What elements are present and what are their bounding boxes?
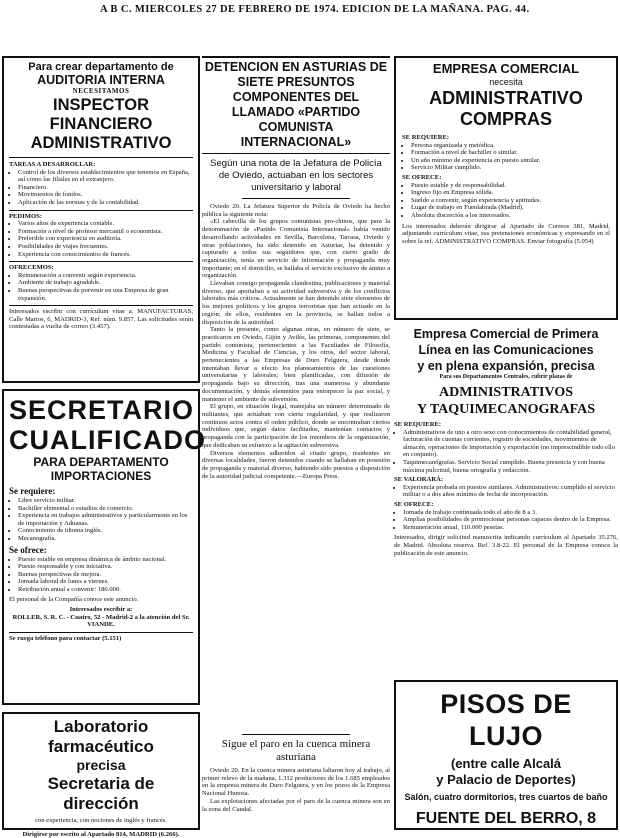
ad-auditoria-tareas-head: TAREAS A DESARROLLAR: <box>9 161 96 168</box>
list-item: • Amplias posibilidades de promocionar personas capaces dentro de la Empresa. <box>403 516 618 524</box>
list-item: • Posibilidades de viajes frecuentes. <box>18 243 193 251</box>
column-left <box>2 56 206 838</box>
article-paragraph: El grupo, en situación ilegal, manejaba un número determinado de militantes, que actuaban con cierta regularidad, y que realizaron continuos actos contra el orden público, donde se encontraban ciertos individuos que, según datos facilitados, mantenían contactos y propaganda con la participación de los miembros de la organización, que dedicaban su esfuerzo a la agitación subversiva. <box>202 403 390 449</box>
list-item: • Buenas perspectivas de mejora. <box>18 571 193 579</box>
article-asturias-headline-box <box>202 56 390 154</box>
ad-empresa-ofrece-head: SE OFRECE: <box>402 173 442 181</box>
ad-linea-requiere-head: SE REQUIERE: <box>394 421 442 428</box>
list-item: • Control de los diversos establecimientos que tenemos en España, así como las filiales en el extranjero. <box>18 169 193 184</box>
list-item: • Preferible con experiencia en auditoría. <box>18 235 193 243</box>
list-item: • Puesto estable y de responsabilidad. <box>411 182 610 190</box>
ad-empresa-title3: ADMINISTRATIVO <box>429 88 583 108</box>
ad-linea-comunicaciones <box>394 326 618 674</box>
article-paragraph: Oviedo 20. En la cuenca minera asturiana faltaron hoy al trabajo, al primer relevo de la mañana, 1.312 productores de los 1.685 empleados en la empresa minera de Duro Felguera, y en los pozos de la Empresa Nacional Hunosa. <box>202 767 390 798</box>
ad-secretario <box>2 389 206 705</box>
ad-empresa-title4: COMPRAS <box>459 109 552 129</box>
list-item: • Buenas perspectivas de porvenir en una Empresa de gran expansión. <box>18 287 193 302</box>
ad-auditoria-line2: AUDITORIA INTERNA <box>37 73 165 87</box>
ad-auditoria-title2: ADMINISTRATIVO <box>30 134 172 152</box>
ad-empresa-comercial <box>394 56 618 320</box>
ad-laboratorio-text: con experiencia, con nociones de inglés y francés. <box>34 817 167 824</box>
ad-auditoria-footer: Interesados escribir con currículum vitae a: MANUFACTURAS, Calle Martos, 6, MADRID-3, Ref. núm. 9.857. Las solicitudes serán contestadas a vuelta de correo (3.457). <box>9 308 193 331</box>
list-item: • Formación a nivel de profesor mercantil o economista. <box>18 228 193 236</box>
ad-laboratorio <box>2 712 200 838</box>
ad-secretario-contact: ROLLER, S. R. C. - Cuatro, 52 - Madrid-2 a la atención del Sr. VIANDE. <box>12 613 190 629</box>
list-item: • Retribución anual a convenir: 180.000. <box>18 586 193 594</box>
ad-linea-valora-head: SE VALORARÁ: <box>394 476 444 484</box>
ad-linea-title1: ADMINISTRATIVOS <box>438 385 574 400</box>
ad-pisos-line3: Salón, cuatro dormitorios, tres cuartos de baño <box>404 792 608 802</box>
list-item: • Remuneración a convenir según experiencia. <box>18 272 193 280</box>
list-item: • Sueldo a convenir, según experiencia y aptitudes. <box>411 197 610 205</box>
ad-linea-title2: Y TAQUIMECANOGRAFAS <box>417 402 595 417</box>
ad-empresa-title1: EMPRESA COMERCIAL <box>432 61 580 76</box>
list-item: • Mecanografía. <box>18 535 193 543</box>
list-item: • Taquimecanógrafas. Servicio Social cumplido. Buena presencia y con buena máxima pulcritud, buena ortografía y redacción. <box>403 459 618 474</box>
ad-laboratorio-line3: Secretaria de dirección <box>47 774 155 813</box>
list-item: • Puesto estable en empresa dinámica de ámbito nacional. <box>18 556 193 564</box>
article-paragraph: «El cabecilla de los grupos comunistas pro-chinos, que para la denominación de «Partido Comunista Internacional» había venido desarrollando actividades en Sevilla, Barcelona, Tarrasa, Oviedo y otras poblaciones, ha sido detenido en Asturias, ha detenido y capturado a todos sus seguidores que, con cierto grado de organización, tenía un servicio de información y propaganda muy importante; en el domicilio, se hallaba el servicio exclusivo de ánimo a organización. <box>202 218 390 280</box>
list-item: • Aplicación de las normas y de la contabilidad. <box>18 199 193 207</box>
ad-empresa-title2: necesita <box>489 77 523 87</box>
list-item: • Bachiller elemental o estudios de comercio. <box>18 505 193 513</box>
article-huelga-headline: Sigue el paro en la cuenca minera asturiana <box>221 738 371 763</box>
list-item: • Ambiente de trabajo agradable. <box>18 279 193 287</box>
ad-linea-line3: y en plena expansión, precisa <box>417 359 595 373</box>
article-huelga <box>202 734 390 813</box>
list-item: • Jornada laboral de lunes a viernes. <box>18 578 193 586</box>
ad-secretario-sub1: PARA DEPARTAMENTO <box>33 455 169 469</box>
list-item: • Experiencia probada en puestos similares. Administrativos: cumplido el servicio militar o a dos años mínimo de fecha de incorporación. <box>403 484 618 499</box>
ad-auditoria-line1: Para crear departamento de <box>28 61 174 73</box>
list-item: • Experiencia con conocimientos de francés. <box>18 251 193 259</box>
page-header: A B C. MIERCOLES 27 DE FEBRERO DE 1974. EDICION DE LA MAÑANA. PAG. 44. <box>100 4 530 15</box>
list-item: • Movimientos de fondos. <box>18 191 193 199</box>
article-paragraph: Tanto la presente, como algunas otras, en número de siete, se practicaron en Oviedo, Gijón y Avilés, las primeras, componentes del partido comunista, pertenecientes a las Facultades de Filosofía, Medicina y Facultad de Ciencias, y los otros, del sector laboral, pertenecientes a las Empresas de Duro Felguera, desde donde intentaban llevar a efecto los planteamientos de las cuestiones universitarias y laborales; bien planificadas, con difusión de propaganda bajo su dirección, tras una numerosa y abundante documentación, y demás elementos para entorpecer la paz social, y mantener el ambiente de subversión. <box>202 326 390 403</box>
article-asturias-subhead: Según una nota de la Jefatura de Policía de Oviedo, actuaban en los sectores universitario y laboral <box>210 158 382 193</box>
ad-pisos-line4: FUENTE DEL BERRO, 8 <box>415 810 597 827</box>
list-item: • Puesto responsable y con iniciativa. <box>18 563 193 571</box>
column-middle <box>202 56 390 834</box>
ad-secretario-title1: SECRETARIO <box>9 395 195 425</box>
list-item: • Jornada de trabajo continuada todo el año de 8 a 3. <box>403 509 618 517</box>
ad-secretario-sub2: IMPORTACIONES <box>50 469 152 483</box>
list-item: • Lugar de trabajo en Fuenlabrada (Madrid). <box>411 204 610 212</box>
ad-linea-line4: Para sus Departamentos Centrales, cubrir plazas de <box>439 374 573 380</box>
ad-secretario-tel: Se ruega teléfono para contactar (5.151) <box>9 632 193 643</box>
ad-empresa-footer: Los interesados deberán dirigirse al Apartado de Correos 381, Madrid, adjuntando currículum vitae, sus pretensiones económicas y expresando en el sobre la ref. ADMINISTRATIVO COMPRAS. Enviar fotografía (5.054) <box>402 222 610 245</box>
article-paragraph: Las explotaciones afectadas por el paro de la cuenca minera son en la zona del Caudal. <box>202 797 390 813</box>
list-item: • Varios años de experiencia contable. <box>18 220 193 228</box>
ad-linea-line1: Empresa Comercial de Primera <box>413 327 599 341</box>
list-item: • Remuneración anual, 110.000 pesetas. <box>403 524 618 532</box>
article-asturias-headline: DETENCION EN ASTURIAS DE SIETE PRESUNTOS COMPONENTES DEL LLAMADO «PARTIDO COMUNISTA INTERNACIONAL» <box>204 60 388 149</box>
list-item: • Financiero. <box>18 184 193 192</box>
article-paragraph: Oviedo 20. La Jefatura Superior de Policía de Oviedo ha hecho pública la siguiente nota: <box>202 203 390 218</box>
article-paragraph: Diversos elementos adheridos al citado grupo, residentes en diversas localidades, fueron detenidos cuando se hallaban en posesión de propaganda y material diverso, habiendo sido puestos a disposición de la autoridad judicial competente.—Europa Press. <box>202 449 390 480</box>
ad-secretario-requiere-head: Se requiere: <box>9 486 56 496</box>
ad-laboratorio-line1: Laboratorio farmacéutico <box>48 717 154 756</box>
list-item: • Libre servicio militar. <box>18 497 193 505</box>
ad-auditoria <box>2 56 200 383</box>
column-right <box>394 56 618 834</box>
ad-auditoria-line3: NECESITAMOS <box>72 87 130 95</box>
ad-linea-footer: Interesados, dirigir solicitud manuscrita indicando currículum al Apartado 35.276, de Madrid. Absoluta reserva. Ref. 3.8-22. El personal de la Empresa conoce la publicación de este anuncio. <box>394 534 618 557</box>
ad-empresa-requiere-head: SE REQUIERE: <box>402 134 450 141</box>
ad-secretario-title2: CUALIFICADO <box>9 425 206 455</box>
list-item: • Administrativos de uno a otro sexo con conocimientos de contabilidad general, facturación de cuentas corrientes, registro de sociedades, movimientos de almacén, operaciones de importación y exportación (no imprescindible todo ello en conjunto). <box>403 429 618 459</box>
ad-secretario-contact-lead: Interesados escribir a: <box>69 606 133 614</box>
list-item: • Conocimiento de idioma inglés. <box>18 527 193 535</box>
ad-pisos-title: PISOS DE LUJO <box>440 689 572 751</box>
ad-linea-line2: Línea en las Comunicaciones <box>418 343 594 357</box>
ad-linea-ofrece-head: SE OFRECE: <box>394 500 434 508</box>
list-item: • Absoluta discreción a los interesados. <box>411 212 610 220</box>
ad-laboratorio-footer: Dirigirse por escrito al Apartado 814, MADRID (6.266). <box>22 830 180 838</box>
ad-laboratorio-line2: precisa <box>76 757 126 773</box>
list-item: • Experiencia en trabajos administrativos y particularmente en los de importación y Aduanas. <box>18 512 193 527</box>
ad-pisos-lujo <box>394 680 618 830</box>
ad-secretario-note: El personal de la Compañía conoce este anuncio. <box>9 595 139 603</box>
ad-pisos-line1: (entre calle Alcalá <box>450 756 562 771</box>
article-paragraph: Llevaban consigo propaganda clandestina, publicaciones y material diverso, que aportaban a su actividad subversiva y de los conflictos laborales más críticos. Actualmente se han detenido siete elementos de los mejores políticos y los grupos terroristas que han actuado en la región; de ellos, residentes en la provincia, se hallan todos a disposición de la autoridad. <box>202 280 390 326</box>
ad-auditoria-title1: INSPECTOR FINANCIERO <box>49 96 153 133</box>
ad-secretario-ofrece-head: Se ofrece: <box>9 544 47 555</box>
ad-pisos-line2: y Palacio de Deportes) <box>436 772 576 787</box>
list-item: • Formación a nivel de bachiller o similar. <box>411 149 610 157</box>
ad-auditoria-pedimos-head: PEDIMOS: <box>9 212 42 220</box>
list-item: • Ingreso fijo en Empresa sólida. <box>411 189 610 197</box>
ad-auditoria-ofrecemos-head: OFRECEMOS: <box>9 264 54 272</box>
list-item: • Persona organizada y metódica. <box>411 142 610 150</box>
list-item: • Un año mínimo de experiencia en puesto similar. <box>411 157 610 165</box>
list-item: • Servicio Militar cumplido. <box>411 164 610 172</box>
